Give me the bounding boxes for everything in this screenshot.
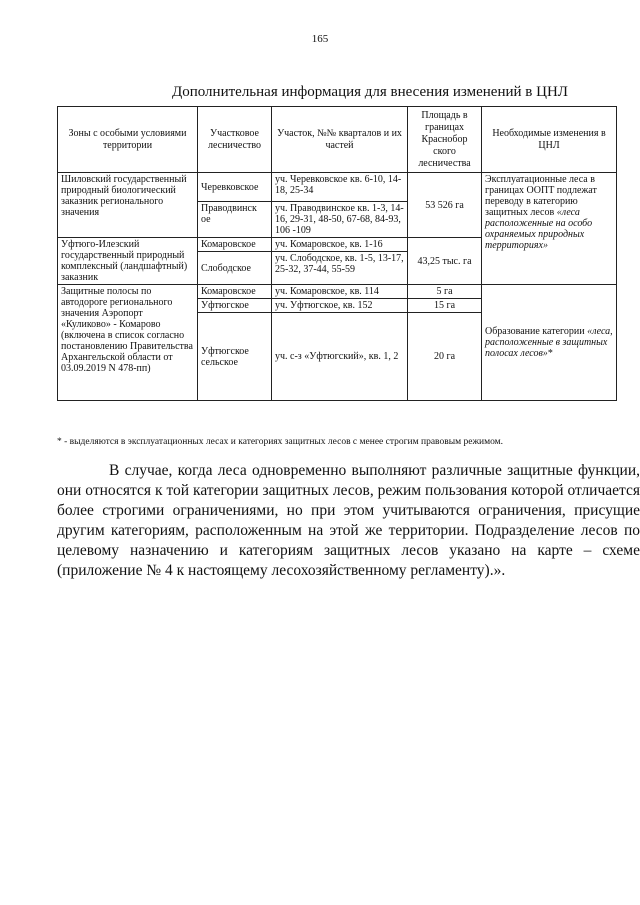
body-paragraph: В случае, когда леса одновременно выполняют различные защитные функции, они относятся к той категории защитных лесов, режим пользования которой отличается более строгими ограничениями, но при этом учитываются ограничения, присущие другим категориям, расположенным на этой же территории. Подразделение лесов по целевому назначению и категориям защитных лесов указано на карте – схеме (приложение № 4 к настоящему лесохозяйственному регламенту).».: [57, 462, 640, 579]
changes-text: Образование категории: [485, 326, 585, 337]
footnote-mark: *: [547, 348, 553, 359]
changes-cell-protective: [482, 285, 617, 401]
footnote: * - выделяются в эксплуатационных лесах и категориях защитных лесов с менее строгим правовым режимом.: [57, 437, 504, 447]
forestry-cell: Комаровское: [198, 285, 272, 299]
plots-cell: уч. Праводвинское кв. 1-3, 14-16, 29-31, 48-50, 67-68, 84-93, 106 -109: [272, 202, 408, 238]
header-forestry: Участковое лесничество: [198, 107, 272, 173]
forestry-cell: Уфтюгское сельское: [198, 313, 272, 401]
forestry-cell: Праводвинск ое: [198, 202, 272, 238]
changes-cell-oopt: [482, 173, 617, 285]
zone-cell-shilovsky: Шиловский государственный природный биологический заказник регионального значения: [58, 173, 198, 238]
forestry-cell: Черевковское: [198, 173, 272, 202]
area-cell: 20 га: [408, 313, 482, 401]
area-cell: 43,25 тыс. га: [408, 238, 482, 285]
area-cell: 53 526 га: [408, 173, 482, 238]
plots-cell: уч. Комаровское, кв. 114: [272, 285, 408, 299]
forestry-cell: Уфтюгское: [198, 299, 272, 313]
changes-text: Эксплуатационные леса в границах ООПТ подлежат переводу в категорию защитных лесов: [485, 174, 597, 218]
cnl-changes-table: [57, 106, 617, 401]
forestry-cell: Комаровское: [198, 238, 272, 252]
document-title: Дополнительная информация для внесения изменений в ЦНЛ: [172, 84, 568, 100]
plots-cell: уч. Уфтюгское, кв. 152: [272, 299, 408, 313]
plots-cell: уч. Черевковское кв. 6-10, 14-18, 25-34: [272, 173, 408, 202]
header-changes: Необходимые изменения в ЦНЛ: [482, 107, 617, 173]
plots-cell: уч. с-з «Уфтюгский», кв. 1, 2: [272, 313, 408, 401]
page-number: 165: [311, 33, 329, 45]
forestry-cell: Слободское: [198, 252, 272, 285]
area-cell: 15 га: [408, 299, 482, 313]
header-plots: Участок, №№ кварталов и их частей: [272, 107, 408, 173]
area-cell: 5 га: [408, 285, 482, 299]
changes-category-italic: «леса, расположенные в защитных полосах лесов»: [485, 326, 613, 359]
header-zones: Зоны с особыми условиями территории: [58, 107, 198, 173]
zone-cell-uftyugo: Уфтюго-Илезский государственный природный комплексный (ландшафтный) заказник: [58, 238, 198, 285]
plots-cell: уч. Слободское, кв. 1-5, 13-17, 25-32, 37-44, 55-59: [272, 252, 408, 285]
table-header-row: [58, 107, 617, 173]
zone-cell-protective-strips: Защитные полосы по автодороге регионального значения Аэропорт «Куликово» - Комарово (включена в список согласно постановлению Правительства Архангельской области от 03.09.2019 N 478-пп): [58, 285, 198, 401]
table-row: [58, 285, 617, 299]
header-area: Площадь в границах Краснобор ского лесничества: [408, 107, 482, 173]
changes-category-italic: «леса расположенные на особо охраняемых природных территориях»: [485, 207, 593, 251]
plots-cell: уч. Комаровское, кв. 1-16: [272, 238, 408, 252]
table-row: [58, 173, 617, 202]
